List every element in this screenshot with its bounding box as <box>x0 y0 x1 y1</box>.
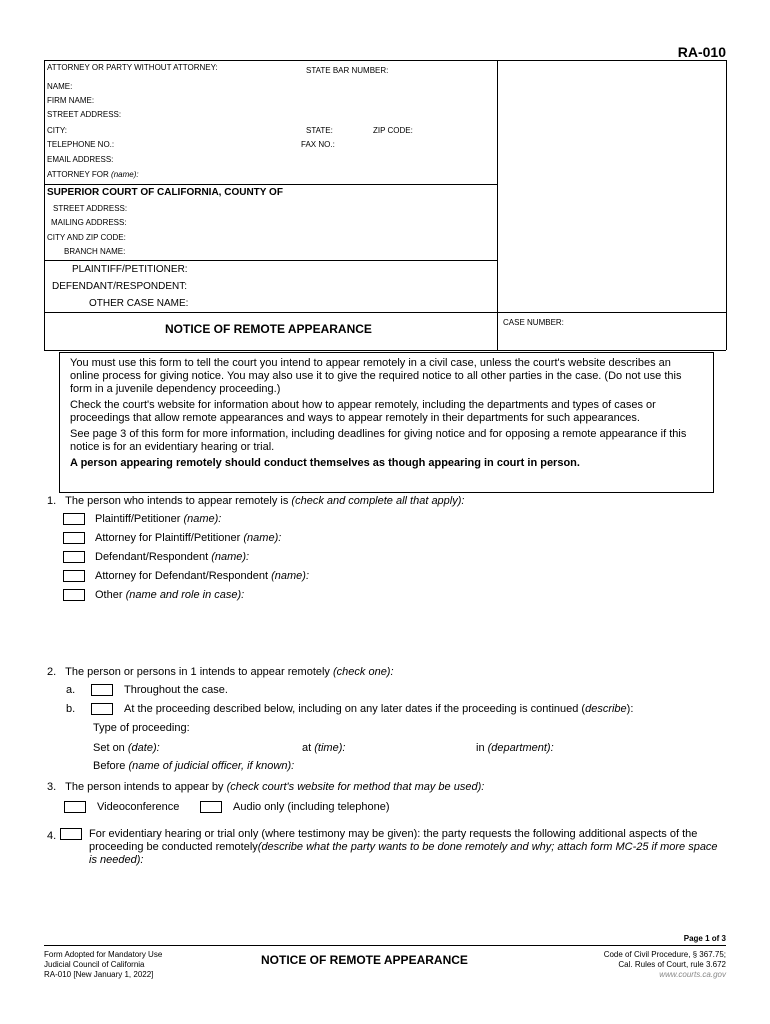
evidentiary-hearing-checkbox[interactable] <box>60 828 82 840</box>
plaintiff-checkbox[interactable] <box>63 513 85 525</box>
plaintiff-label: PLAINTIFF/PETITIONER: <box>72 264 188 275</box>
telephone-label: TELEPHONE NO.: <box>47 140 115 149</box>
item4-number: 4. <box>47 830 57 842</box>
in-text: in <box>476 742 485 754</box>
time-hint: (time): <box>314 742 346 754</box>
instructions-p1: You must use this form to tell the court you intend to appear remotely in a civil case, unless the court's website describes an online process for giving notice. You may also use it to give the required notice to all other parties in the case. (Do not use this form in a juvenile dependency proceeding.) <box>70 357 682 395</box>
option-label: Attorney for Defendant/Respondent <box>95 570 269 582</box>
code-line-2: Cal. Rules of Court, rule 3.672 <box>618 960 726 969</box>
name-label: NAME: <box>47 82 73 91</box>
attorney-for-label <box>47 170 139 180</box>
adoption-info <box>44 950 162 980</box>
code-references <box>604 950 726 980</box>
attorney-plaintiff-checkbox[interactable] <box>63 532 85 544</box>
page-number: Page 1 of 3 <box>683 934 726 943</box>
audio-only-label: Audio only (including telephone) <box>233 801 390 813</box>
proceeding-checkbox[interactable] <box>91 703 113 715</box>
state-bar-label: STATE BAR NUMBER: <box>306 66 389 75</box>
item1-option-attorney-plaintiff <box>95 532 281 545</box>
court-branch-label: BRANCH NAME: <box>64 247 126 256</box>
state-label: STATE: <box>306 126 333 135</box>
caption-top-line <box>44 60 726 61</box>
attorney-for-hint: (name): <box>111 170 139 179</box>
item2b-end: ): <box>626 703 634 715</box>
caption-mid-line <box>497 60 498 350</box>
caption-left-line <box>44 60 45 350</box>
adoption-line-1: Form Adopted for Mandatory Use <box>44 950 163 959</box>
type-of-proceeding-label: Type of proceeding: <box>93 722 190 734</box>
time-label <box>302 742 345 755</box>
set-on-text: Set on <box>93 742 125 754</box>
option-label: Attorney for Plaintiff/Petitioner <box>95 532 241 544</box>
option-hint: (name): <box>243 532 282 544</box>
code-line-1: Code of Civil Procedure, § 367.75; <box>603 950 726 959</box>
court-mailing-label: MAILING ADDRESS: <box>51 218 127 227</box>
option-label: Defendant/Respondent <box>95 551 209 563</box>
department-label <box>476 742 554 755</box>
footer-title: NOTICE OF REMOTE APPEARANCE <box>261 953 468 967</box>
item3-number: 3. <box>47 781 57 793</box>
caption-right-line <box>726 60 727 350</box>
parties-top-line <box>44 260 497 261</box>
item3-text: The person intends to appear by <box>65 781 224 793</box>
before-text: Before <box>93 760 126 772</box>
item4-main: For evidentiary hearing or trial only (where testimony may be given): the party requests the following additional aspects of the proceeding be conducted remotely <box>89 828 698 853</box>
item1-number: 1. <box>47 495 57 507</box>
option-hint: (name): <box>271 570 310 582</box>
court-title: SUPERIOR COURT OF CALIFORNIA, COUNTY OF <box>47 187 283 198</box>
item2-number: 2. <box>47 666 57 678</box>
city-label: CITY: <box>47 126 68 135</box>
set-on-label <box>93 742 160 755</box>
item2-hint: (check one): <box>333 666 394 678</box>
form-title: NOTICE OF REMOTE APPEARANCE <box>165 322 372 336</box>
item1-option-defendant <box>95 551 249 564</box>
attorney-label: ATTORNEY OR PARTY WITHOUT ATTORNEY: <box>47 63 218 72</box>
attorney-defendant-checkbox[interactable] <box>63 570 85 582</box>
adoption-line-2: Judicial Council of California <box>44 960 145 969</box>
zip-label: ZIP CODE: <box>373 126 413 135</box>
option-label: Plaintiff/Petitioner <box>95 513 181 525</box>
item2a-letter: a. <box>66 684 76 696</box>
case-number-label: CASE NUMBER: <box>503 318 564 327</box>
item2b-hint: describe <box>585 703 627 715</box>
videoconference-checkbox[interactable] <box>64 801 86 813</box>
item4-text <box>89 828 719 867</box>
other-checkbox[interactable] <box>63 589 85 601</box>
court-top-line <box>44 184 497 185</box>
email-label: EMAIL ADDRESS: <box>47 155 114 164</box>
defendant-checkbox[interactable] <box>63 551 85 563</box>
instructions-p3: See page 3 of this form for more information, including deadlines for giving notice and for opposing a remote appearance if this notice is for an evidentiary hearing or trial. <box>70 428 687 453</box>
item3-hint: (check court's website for method that may be used): <box>226 781 485 793</box>
street-label: STREET ADDRESS: <box>47 110 122 119</box>
instructions-text <box>70 357 700 470</box>
item1-option-other <box>95 589 244 602</box>
date-hint: (date): <box>127 742 160 754</box>
item2b-text: At the proceeding described below, including on any later dates if the proceeding is continued ( <box>124 703 586 715</box>
item1-option-attorney-defendant <box>95 570 309 583</box>
fax-label: FAX NO.: <box>301 140 335 149</box>
item4-hint: (describe what the party wants to be done remotely and why; attach form MC-25 if more space is needed): <box>89 841 718 866</box>
other-case-label: OTHER CASE NAME: <box>89 298 189 309</box>
item2a-label: Throughout the case. <box>124 684 228 696</box>
item1-text: The person who intends to appear remotely is <box>65 495 289 507</box>
item2-text: The person or persons in 1 intends to appear remotely <box>65 666 330 678</box>
option-hint: (name): <box>211 551 250 563</box>
item2b-label <box>124 703 633 716</box>
item3-heading <box>47 781 484 794</box>
department-hint: (department): <box>487 742 554 754</box>
firm-label: FIRM NAME: <box>47 96 95 105</box>
item2b-letter: b. <box>66 703 76 715</box>
option-hint: (name and role in case): <box>125 589 245 601</box>
attorney-for-text: ATTORNEY FOR <box>47 170 109 179</box>
footer-line <box>44 945 726 946</box>
videoconference-label: Videoconference <box>97 801 180 813</box>
at-text: at <box>302 742 312 754</box>
item2-heading <box>47 666 394 679</box>
throughout-case-checkbox[interactable] <box>91 684 113 696</box>
judicial-officer-label <box>93 760 294 773</box>
courts-website-link[interactable]: www.courts.ca.gov <box>659 970 726 979</box>
instructions-p4: A person appearing remotely should conduct themselves as though appearing in court in person. <box>70 457 580 469</box>
item1-hint: (check and complete all that apply): <box>291 495 465 507</box>
court-city-zip-label: CITY AND ZIP CODE: <box>47 233 126 242</box>
caption-bottom-line <box>44 350 726 351</box>
court-street-label: STREET ADDRESS: <box>53 204 128 213</box>
title-top-line <box>44 312 726 313</box>
option-hint: (name): <box>183 513 222 525</box>
audio-only-checkbox[interactable] <box>200 801 222 813</box>
instructions-p2: Check the court's website for information about how to appear remotely, including the departments and types of cases or proceedings that allow remote appearances and ways to appear remotely in their departments for such appearances. <box>70 399 656 424</box>
defendant-label: DEFENDANT/RESPONDENT: <box>52 281 188 292</box>
option-label: Other <box>95 589 123 601</box>
item1-option-plaintiff <box>95 513 221 526</box>
item1-heading <box>47 495 464 508</box>
adoption-line-3: RA-010 [New January 1, 2022] <box>44 970 154 979</box>
officer-hint: (name of judicial officer, if known): <box>128 760 295 772</box>
form-number: RA-010 <box>677 44 726 60</box>
